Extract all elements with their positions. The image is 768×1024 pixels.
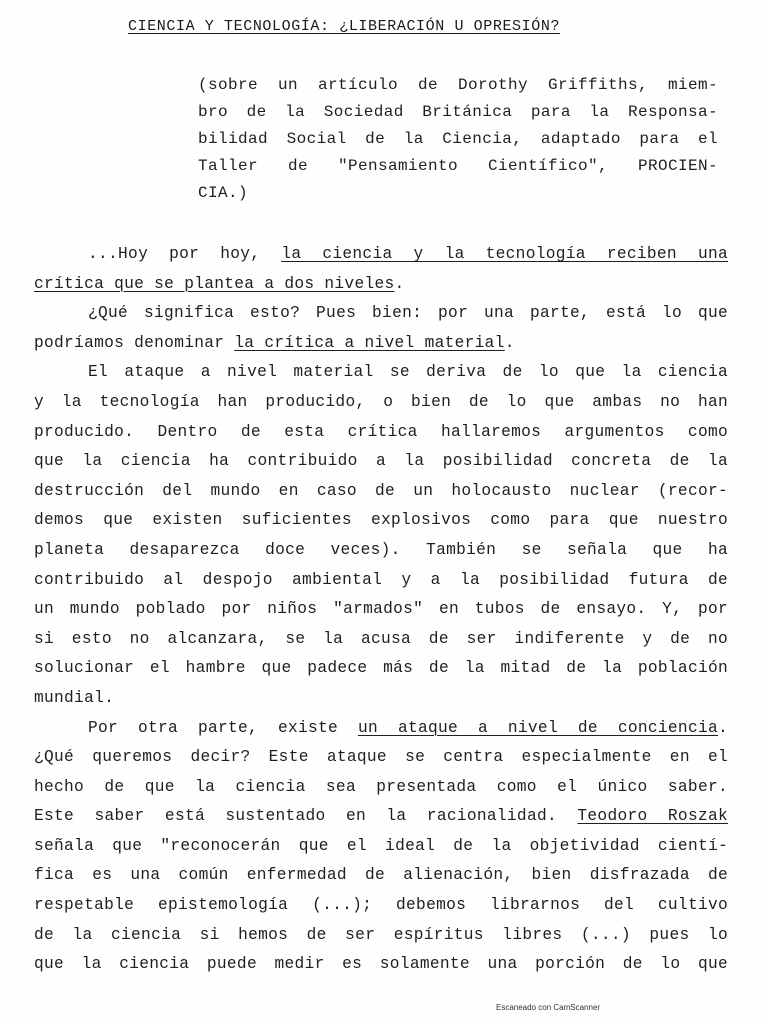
text-span: .: [394, 274, 405, 293]
body-line: producido. Dentro de esta crítica hallaremos argumentos como: [34, 422, 728, 441]
body-line: solucionar el hambre que padece más de la mitad de la población: [34, 659, 728, 678]
intro-note: [198, 72, 718, 207]
body-line: respetable epistemología (...); debemos librarnos del cultivo: [34, 896, 728, 915]
text-span: podríamos denominar: [34, 333, 235, 352]
body-line: planeta desaparezca doce veces). También se señala que ha: [34, 540, 728, 559]
text-span: ...Hoy por hoy,: [88, 245, 282, 263]
intro-line: CIA.): [198, 184, 249, 202]
scanner-watermark: Escaneado con CamScanner: [496, 1003, 601, 1012]
body-line: [34, 802, 728, 832]
underlined-phrase: la ciencia y la tecnología reciben una: [281, 245, 728, 263]
body-line: [34, 270, 728, 300]
underlined-phrase: crítica que se plantea a dos niveles: [34, 274, 395, 293]
text-span: Por otra parte, existe: [88, 718, 358, 737]
intro-line: Taller de "Pensamiento Científico", PROCIEN-: [198, 157, 718, 175]
body-line: mundial.: [34, 688, 115, 707]
underlined-name: Teodoro Roszak: [577, 807, 728, 826]
body-line: contribuido al despojo ambiental y a la posibilidad futura de: [34, 570, 728, 589]
body-line: El ataque a nivel material se deriva de lo que la ciencia: [88, 363, 728, 382]
body-line: un mundo poblado por niños "armados" en tubos de ensayo. Y, por: [34, 600, 728, 619]
body-line: que la ciencia puede medir es solamente una porción de lo que: [34, 955, 728, 974]
body-line: que la ciencia ha contribuido a la posibilidad concreta de la: [34, 452, 728, 471]
body-line: hecho de que la ciencia sea presentada como el único saber.: [34, 777, 728, 796]
text-span: .: [718, 718, 729, 737]
intro-line: bilidad Social de la Ciencia, adaptado para el: [198, 130, 718, 148]
document-title: CIENCIA Y TECNOLOGÍA: ¿LIBERACIÓN U OPRESIÓN?: [128, 18, 561, 35]
body-text: [34, 240, 728, 980]
body-line: de la ciencia si hemos de ser espíritus libres (...) pues lo: [34, 925, 728, 944]
body-line: fica es una común enfermedad de alienación, bien disfrazada de: [34, 866, 728, 885]
text-span: .: [504, 333, 515, 352]
body-line: [34, 240, 728, 270]
intro-line: bro de la Sociedad Británica para la Responsa-: [198, 103, 718, 121]
underlined-phrase: un ataque a nivel de conciencia: [357, 718, 718, 737]
body-line: ¿Qué significa esto? Pues bien: por una parte, está lo que: [88, 304, 728, 323]
text-span: Este saber está sustentado en la racionalidad.: [34, 807, 578, 826]
body-line: ¿Qué queremos decir? Este ataque se centra especialmente en el: [34, 748, 728, 767]
body-line: [34, 714, 728, 744]
body-line: destrucción del mundo en caso de un holocausto nuclear (recor-: [34, 481, 728, 500]
body-line: [34, 329, 728, 359]
body-line: y la tecnología han producido, o bien de lo que ambas no han: [34, 392, 728, 411]
body-line: demos que existen suficientes explosivos como para que nuestro: [34, 511, 728, 530]
underlined-phrase: la crítica a nivel material: [234, 333, 505, 352]
intro-line: (sobre un artículo de Dorothy Griffiths, miem-: [198, 76, 718, 94]
body-line: señala que "reconocerán que el ideal de la objetividad cientí-: [34, 836, 728, 855]
body-line: si esto no alcanzara, se la acusa de ser indiferente y de no: [34, 629, 728, 648]
